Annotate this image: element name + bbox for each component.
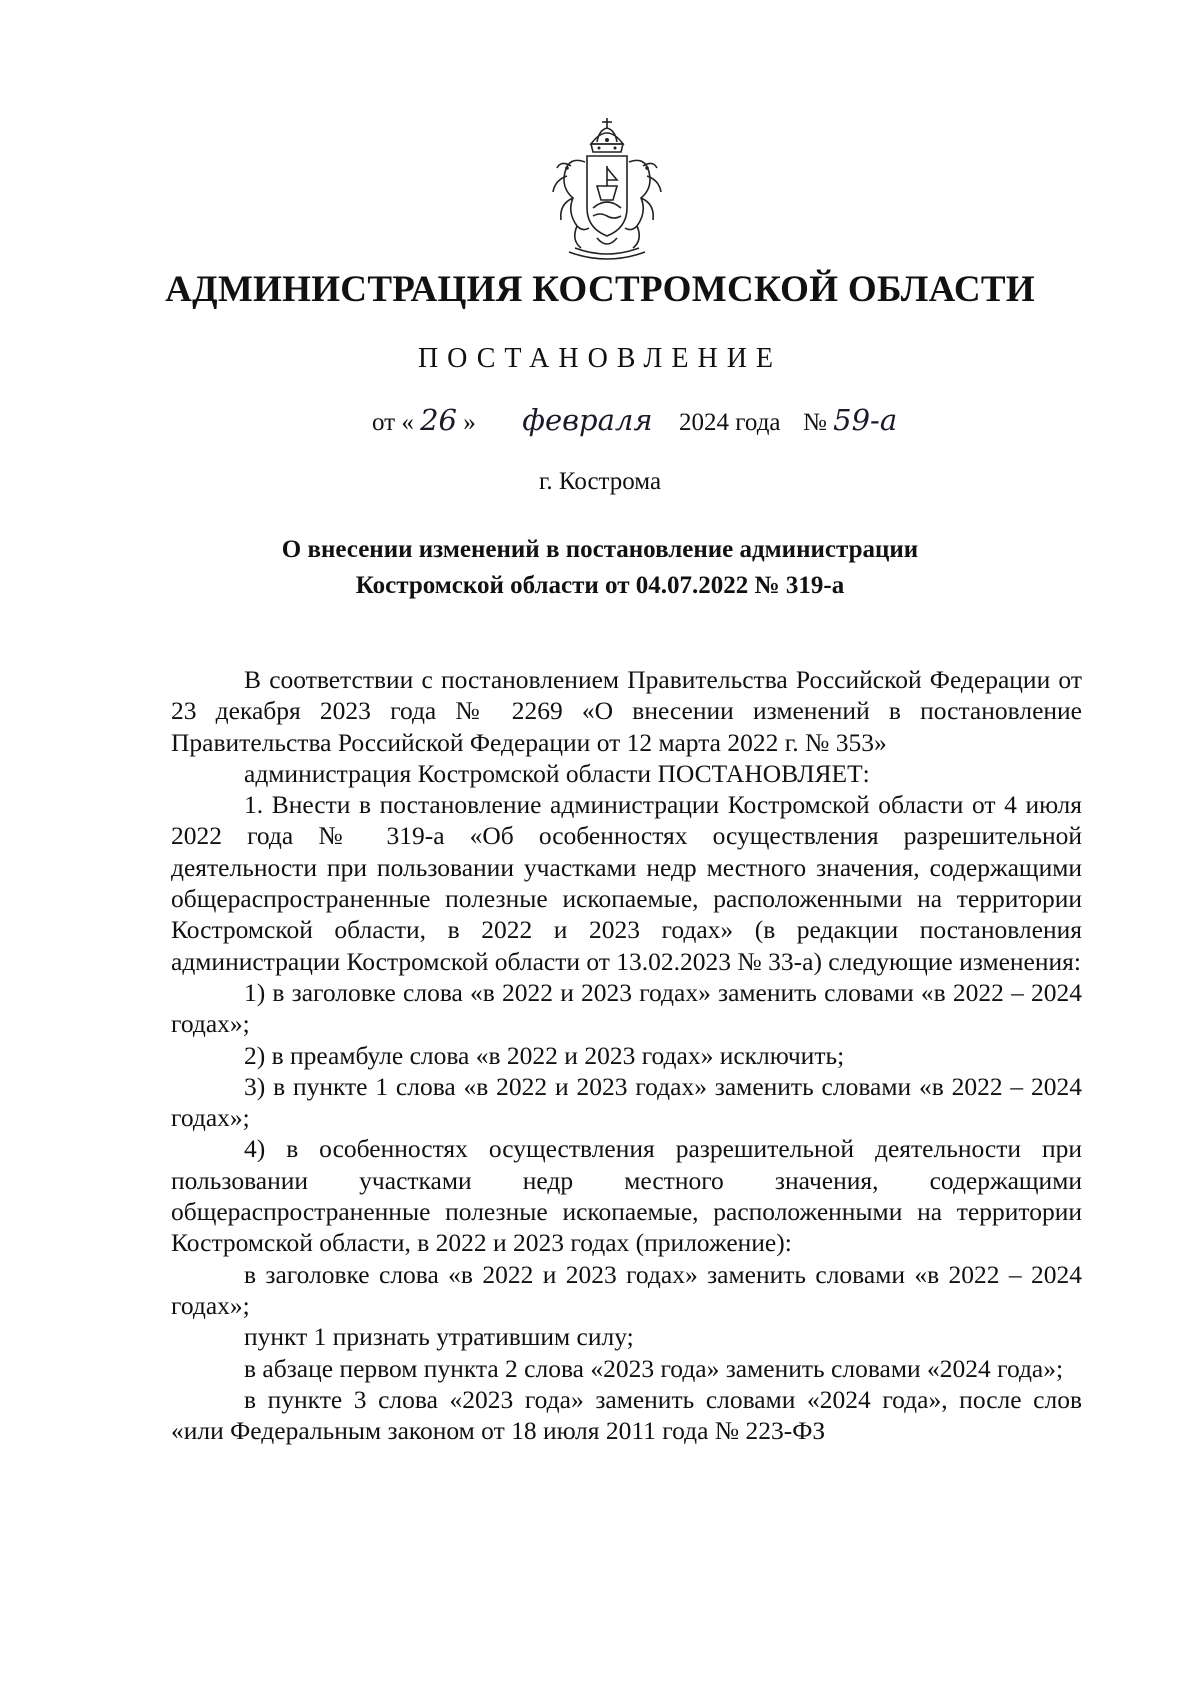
- number-sign: №: [803, 409, 827, 436]
- document-body: [171, 664, 1082, 1446]
- date-month-handwritten: февраля: [522, 403, 653, 437]
- body-paragraph: пункт 1 признать утратившим силу;: [244, 1322, 634, 1352]
- organization-title: АДМИНИСТРАЦИЯ КОСТРОМСКОЙ ОБЛАСТИ: [165, 269, 1035, 310]
- document-subject: [180, 532, 1020, 604]
- body-paragraph: В соответствии с постановлением Правительства Российской Федерации от 23 декабря 2023 года № 2269 «О внесении изменений в постановление Правительства Российской Федерации от 12 марта 2022 г. № 353»: [171, 665, 1082, 757]
- body-paragraph: 1) в заголовке слова «в 2022 и 2023 годах» заменить словами «в 2022 – 2024 годах»;: [171, 977, 1082, 1039]
- body-paragraph: в пункте 3 слова «2023 года» заменить словами «2024 года», после слов «или Федеральным законом от 18 июля 2011 года № 223-ФЗ: [171, 1384, 1082, 1446]
- subject-line-2: Костромской области от 04.07.2022 № 319-а: [355, 572, 845, 599]
- date-day-handwritten: 26: [420, 403, 458, 437]
- document-number-handwritten: 59-а: [833, 403, 898, 437]
- body-paragraph: администрация Костромской области ПОСТАНОВЛЯЕТ:: [244, 758, 870, 788]
- city-line: г. Кострома: [538, 468, 662, 495]
- body-paragraph: в абзаце первом пункта 2 слова «2023 года» заменить словами «2024 года»;: [244, 1353, 1064, 1383]
- date-prefix: от «: [372, 409, 414, 436]
- date-year: 2024 года: [679, 409, 781, 436]
- body-paragraph: 4) в особенностях осуществления разрешительной деятельности при пользовании участками недр местного значения, содержащими общераспространенные полезные ископаемые, расположенными на территории Костромской области, в 2022 и 2023 годах (приложение):: [171, 1134, 1082, 1258]
- subject-line-1: О внесении изменений в постановление администрации: [281, 536, 919, 563]
- body-paragraph: 3) в пункте 1 слова «в 2022 и 2023 годах» заменить словами «в 2022 – 2024 годах»;: [171, 1071, 1082, 1133]
- body-paragraph: в заголовке слова «в 2022 и 2023 годах» заменить словами «в 2022 – 2024 годах»;: [171, 1259, 1082, 1320]
- body-paragraph: 1. Внести в постановление администрации Костромской области от 4 июля 2022 года № 319-а «Об особенностях осуществления разрешительной деятельности при пользовании участками недр местного значения, содержащими общераспространенные полезные ископаемые, расположенными на территории Костромской области, в 2022 и 2023 годах» (в редакции постановления администрации Костромской области от 13.02.2023 № 33-а) следующие изменения:: [171, 790, 1082, 976]
- date-line: [372, 403, 897, 437]
- date-mid: »: [463, 409, 476, 436]
- document-type: ПОСТАНОВЛЕНИЕ: [417, 343, 783, 374]
- coat-of-arms-emblem: [547, 116, 667, 268]
- body-paragraph: 2) в преамбуле слова «в 2022 и 2023 годах» исключить;: [244, 1040, 845, 1070]
